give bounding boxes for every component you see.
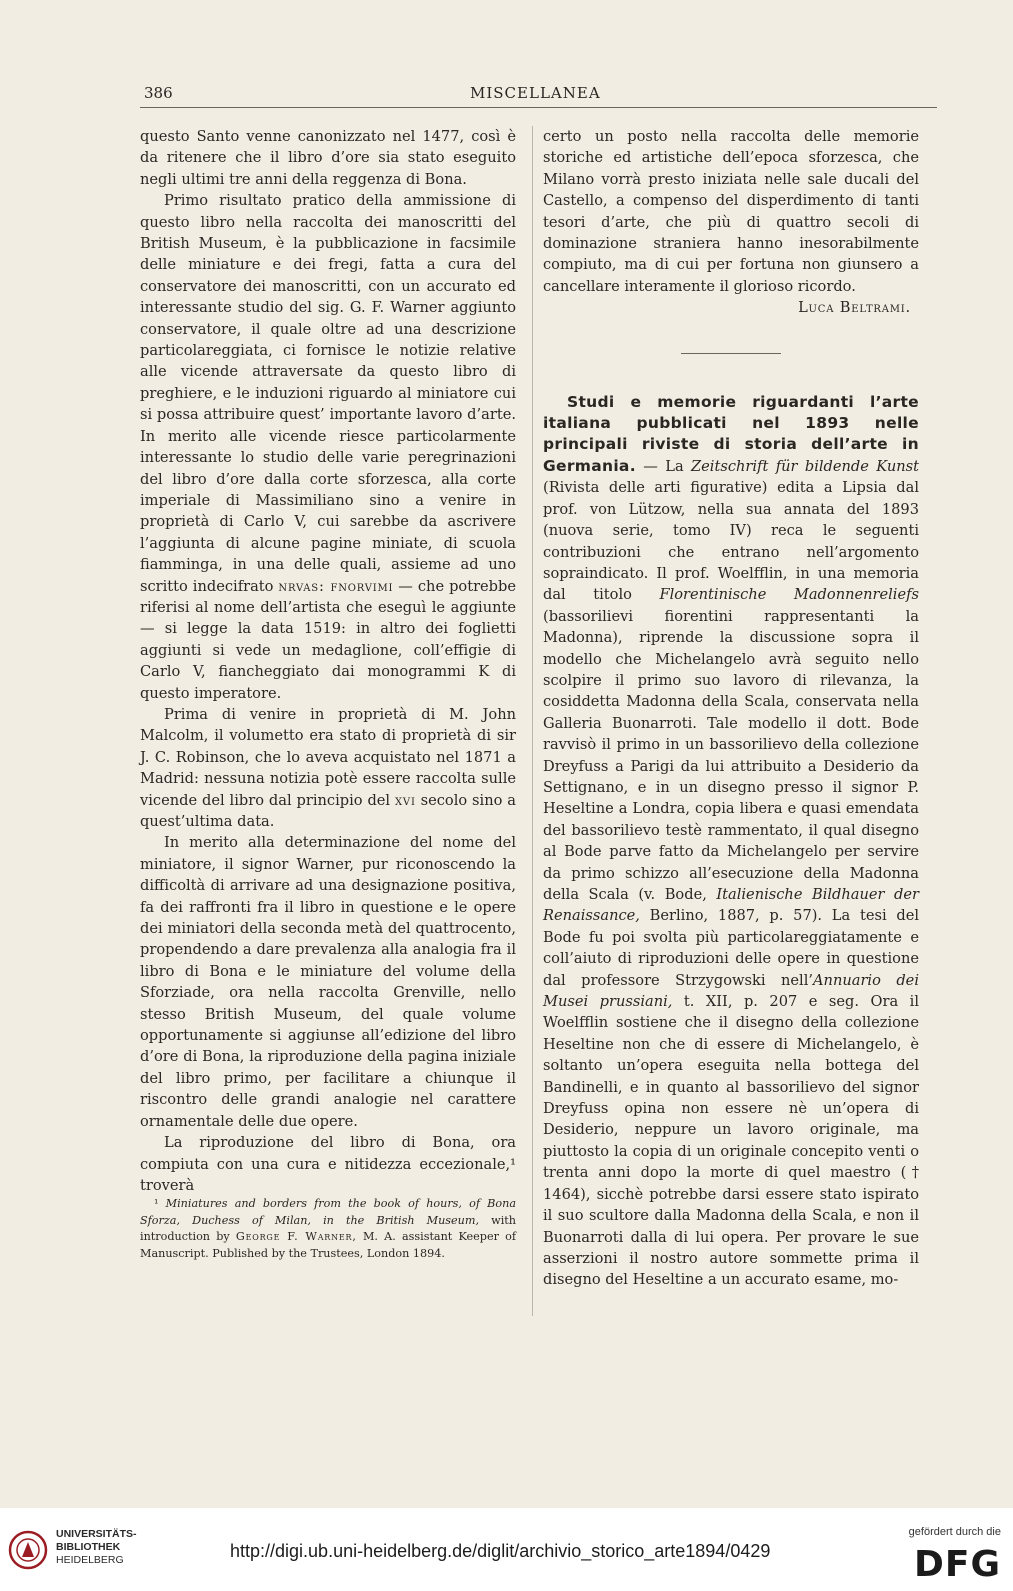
text-run: secolo sino a quest’ultima data. xyxy=(140,791,516,830)
text-run: M. A. assistant Keeper of Manuscript. Published by the Trustees, London 1894. xyxy=(140,1230,516,1260)
footnote-marker: ¹ xyxy=(154,1197,166,1211)
footer-bar xyxy=(0,1508,1013,1591)
university-seal-icon xyxy=(8,1530,48,1570)
section-title: Studi e memorie riguardanti l’arte italiana pubblicati nel 1893 nelle principali riviste di storia dell’arte in Germania. xyxy=(543,392,919,475)
text-run: Prima di venire in proprietà di M. John Malcolm, il volumetto era stato di proprietà di sir J. C. Robinson, che lo aveva acquistato nel 1871 a Madrid: nessuna notizia potè essere raccolta sulle vicende del libro dal principio del xyxy=(140,705,516,809)
text-run: — La xyxy=(635,457,692,475)
page-header xyxy=(140,84,940,108)
inscription-text: nrvas: fnorvimi xyxy=(278,577,394,595)
journal-title: Annuario dei Musei prussiani, xyxy=(543,971,919,1011)
text-run: — che potrebbe riferisi al nome dell’artista che eseguì le aggiunte — si legge la data 1519: in altro dei foglietti aggiunti si vede un medaglione, coll’effigie di Carlo V, fiancheggiato dai monogrammi K di questo imperatore. xyxy=(140,577,516,702)
paragraph xyxy=(140,704,516,832)
text-run: Berlino, 1887, p. 57). La tesi del Bode fu poi svolta più particolareggiatamente e coll’aiuto di riproduzioni delle opere in questione dal professore Strzygowski nell’ xyxy=(543,907,919,989)
text-run: with introduction by xyxy=(140,1213,517,1244)
article-title: Florentinische Madonnenreliefs xyxy=(659,586,919,604)
page-number: 386 xyxy=(144,84,173,102)
library-name-line: BIBLIOTHEK xyxy=(56,1541,121,1553)
paragraph: La riproduzione del libro di Bona, ora compiuta con una cura e nitidezza eccezionale,¹ troverà xyxy=(140,1134,516,1194)
text-run: t. XII, p. 207 e seg. Ora il Woelfflin sostiene che il disegno della collezione Heseltine non che di essere di Michelangelo, è soltanto un’opera eseguita nella bottega del Bandinelli, e in quanto al bassorilievo del signor Dreyfuss opina non essere nè un’opera di Desiderio, neppure un lavoro originale, ma piuttosto la copia di un originale concepito venti o trenta anni dopo la morte di quel maestro († 1464), sicchè potrebbe darsi essere stato ispirato il suo scultore dalla Madonna della Scala, e non il Buonarroti dalla di lui opera. Per provare le sue asserzioni il nostro autore sommette prima il disegno del Heseltine a un accurato esame, mo- xyxy=(543,993,919,1289)
journal-title: Zeitschrift für bildende Kunst xyxy=(691,457,919,475)
permalink-url[interactable]: http://digi.ub.uni-heidelberg.de/diglit/archivio_storico_arte1894/0429 xyxy=(230,1541,771,1561)
library-name-line: HEIDELBERG xyxy=(56,1554,124,1566)
text-run: (bassorilievi fiorentini rappresentanti la Madonna), riprende la discussione sopra il modello che Michelangelo avrà seguito nello scolpire il primo suo lavoro di rilevanza, la cosiddetta Madonna della Scala, conservata nella Galleria Buonarroti. Tale modello il dott. Bode ravvisò il primo in un bassorilievo della collezione Dreyfuss a Parigi da lui attribuito a Desiderio da Settignano, e in un disegno presso il signor P. Heseltine a Londra, copia libera e quasi emendata del bassorilievo testè rammentato, il qual disegno al Bode parve fatto da Michelangelo per servire da primo schizzo all’esecuzione della Madonna della Scala (v. Bode, xyxy=(543,607,919,903)
paragraph: In merito alla determinazione del nome del miniatore, il signor Warner, pur riconoscendo la difficoltà di arrivare ad una designazione positiva, fa dei raffronti fra il libro in questione e le opere dei miniatori della seconda metà del quattrocento, propendendo a dare prevalenza alla analogia fra il libro di Bona e le miniature del volume della Sforziade, ora nella raccolta Grenville, nello stesso British Museum, del quale volume opportunamente si aggiunse all’edizione del libro d’ore di Bona, la riproduzione della pagina iniziale del libro primo, per facilitare a chiunque il riscontro delle grandi analogie nel carattere ornamentale delle due opere. xyxy=(140,834,516,1130)
footnote-author: George F. Warner, xyxy=(235,1230,357,1244)
library-name-line: UNIVERSITÄTS- xyxy=(56,1528,137,1540)
signature: Luca Beltrami. xyxy=(798,299,911,317)
section-paragraph xyxy=(543,392,919,1291)
footnote xyxy=(140,1196,516,1262)
footnote-title: Miniatures and borders from the book of hours, of Bona Sforza, Duchess of Milan, in the British Museum, xyxy=(140,1197,516,1227)
column-divider xyxy=(532,126,533,1316)
paragraph: certo un posto nella raccolta delle memorie storiche ed artistiche dell’epoca sforzesca, che Milano vorrà presto iniziata nelle sale ducali del Castello, a compenso del disperdimento di tanti tesori d’arte, che più di quattro secoli di dominazione straniera hanno inesorabilmente compiuto, ma di cui per fortuna non giunsero a cancellare interamente il glorioso ricordo. xyxy=(543,128,919,295)
section-divider xyxy=(681,353,781,354)
paragraph: questo Santo venne canonizzato nel 1477, così è da ritenere che il libro d’ore sia stato eseguito negli ultimi tre anni della reggenza di Bona. xyxy=(140,128,516,188)
text-run: (Rivista delle arti figurative) edita a Lipsia dal prof. von Lützow, nella sua annata del 1893 (nuova serie, tomo IV) reca le seguenti contribuzioni che entrano nell’argomento sopraindicato. Il prof. Woelfflin, in una memoria dal titolo xyxy=(543,479,919,604)
running-head: MISCELLANEA xyxy=(470,84,601,102)
paragraph xyxy=(140,190,516,704)
book-title: Italienische Bildhauer der Renaissance, xyxy=(543,886,919,925)
funding-note: gefördert durch die xyxy=(908,1526,1001,1538)
right-column xyxy=(543,126,919,1291)
text-run: Primo risultato pratico della ammissione di questo libro nella raccolta dei manoscritti del British Museum, è la pubblicazione in facsimile delle miniature e dei fregi, fatta a cura del conservatore dei manoscritti, con un accurato ed interessante studio del sig. G. F. Warner aggiunto conservatore, il quale oltre ad una descrizione particolareggiata, ci fornisce le notizie relative alle vicende attraversate da questo libro di preghiere, e le induzioni riguardo al miniatore cui si possa attribuire quest’ importante lavoro d’arte. In merito alle vicende riesce particolarmente interessante lo studio delle varie peregrinazioni del libro d’ore dalla corte sforzesca, alla corte imperiale di Massimiliano sino a venire in proprietà di Carlo V, cui sarebbe da ascrivere l’aggiunta di alcune pagine miniate, di scuola fiamminga, in una delle quali, assieme ad uno scritto indecifrato xyxy=(140,192,516,595)
century-numeral: xvi xyxy=(395,791,416,809)
dfg-logo: DFG xyxy=(913,1544,1001,1585)
library-name xyxy=(56,1528,137,1567)
header-rule xyxy=(140,107,937,108)
left-column xyxy=(140,126,516,1262)
